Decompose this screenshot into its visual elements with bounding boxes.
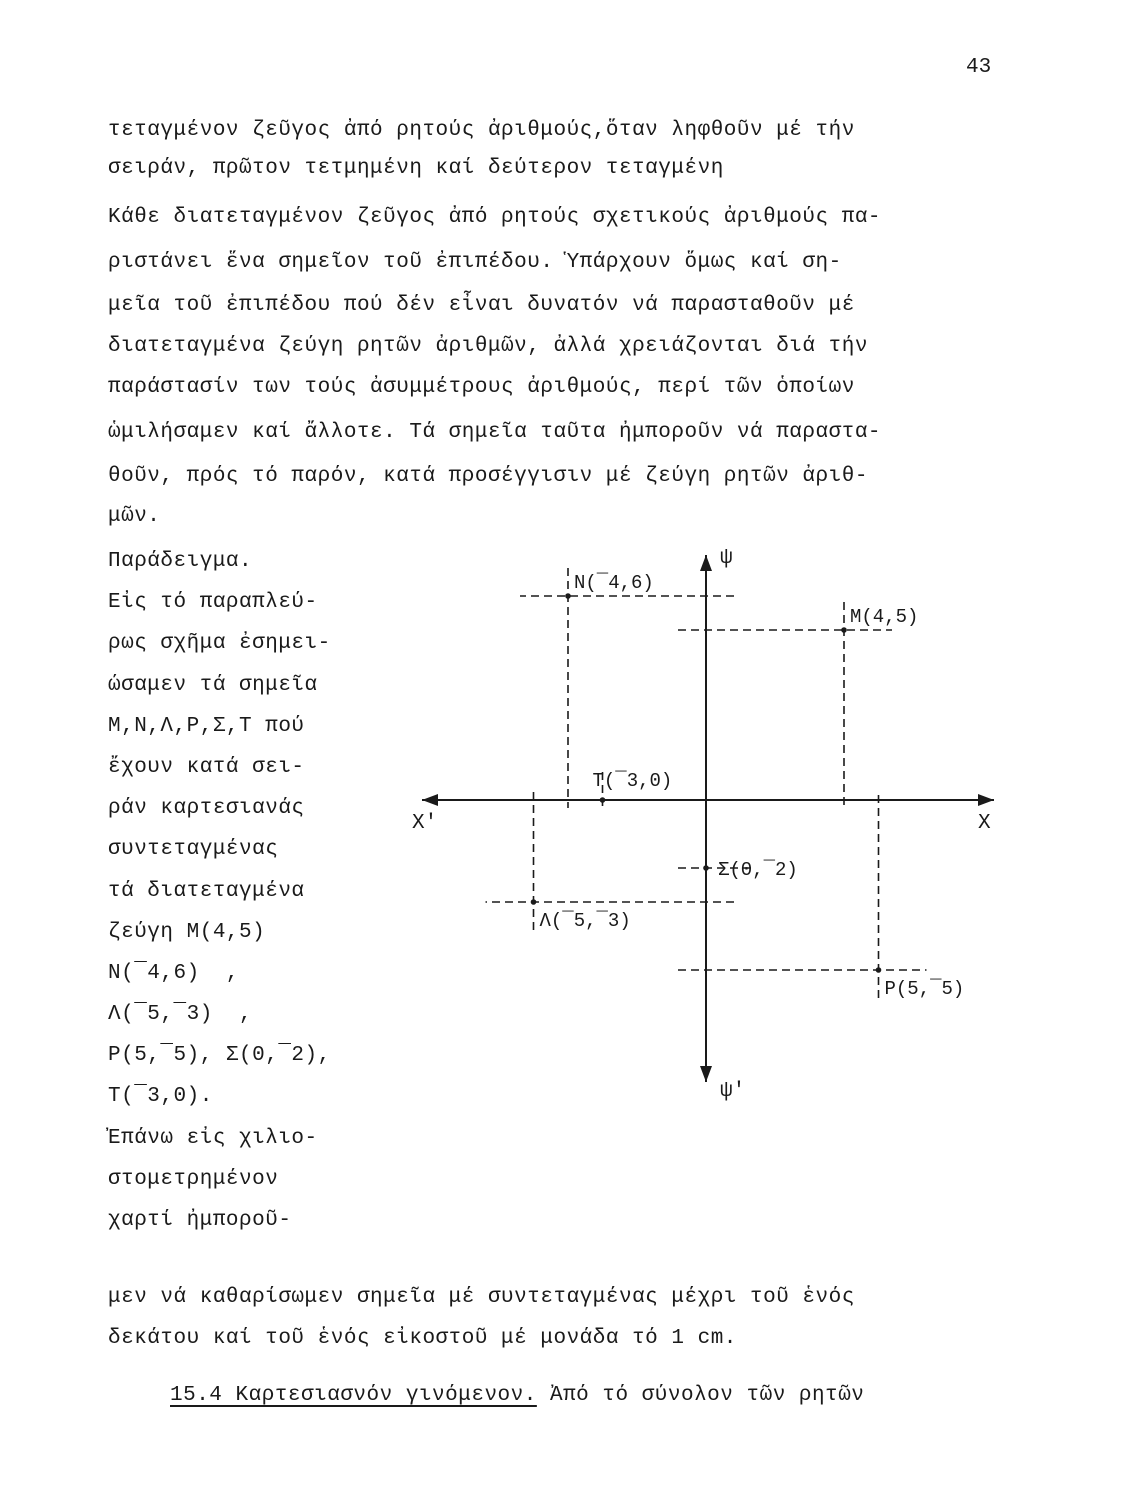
point-N xyxy=(565,593,571,599)
paragraph-line: σειράν, πρῶτον τετμημένη καί δεύτερον τεταγμένη xyxy=(108,157,724,180)
example-line: M,N,Λ,P,Σ,T πού xyxy=(108,714,305,738)
example-line: Εἰς τό παραπλεύ- xyxy=(108,591,318,615)
point-label-N: N(¯4,6) xyxy=(574,572,654,594)
point-label-T: T(¯3,0) xyxy=(592,770,673,792)
section-text: Ἀπό τό σύνολον τῶν ρητῶν xyxy=(536,1384,865,1407)
paragraph-line: θοῦν, πρός τό παρόν, κατά προσέγγισιν μέ ζεύγη ρητῶν ἀριθ- xyxy=(108,465,868,488)
example-line: T(¯3,0). xyxy=(108,1085,213,1109)
paragraph-line: μεῖα τοῦ ἐπιπέδου πού δέν εἶναι δυνατόν νά παρασταθοῦν μέ xyxy=(108,294,855,317)
paragraph-line: μεν νά καθαρίσωμεν σημεῖα μέ συντεταγμένας μέχρι τοῦ ἑνός xyxy=(108,1286,855,1309)
paragraph-line: ὡμιλήσαμεν καί ἄλλοτε. Τά σημεῖα ταῦτα ἠμποροῦν νά παραστα- xyxy=(108,421,882,444)
example-line: ρως σχῆμα ἐσημει- xyxy=(108,632,331,656)
point-label-Λ: Λ(¯5,¯3) xyxy=(539,910,631,932)
point-T xyxy=(600,797,606,803)
x-axis-right-arrow xyxy=(978,794,994,806)
section-title: 15.4 Καρτεσιασνόν γινόμενον. xyxy=(170,1384,537,1407)
y-axis-positive-label: ψ xyxy=(720,547,733,570)
example-line: Λ(¯5,¯3) , xyxy=(108,1003,253,1027)
point-label-M: M(4,5) xyxy=(850,606,919,628)
y-axis-negative-label: ψ′ xyxy=(720,1080,746,1103)
section-heading-line xyxy=(170,1385,864,1406)
paragraph-line: μῶν. xyxy=(108,505,161,528)
point-M xyxy=(841,627,847,633)
point-label-P: P(5,¯5) xyxy=(884,978,965,1000)
x-axis-negative-label: X′ xyxy=(412,812,438,835)
example-line: ώσαμεν τά σημεῖα xyxy=(108,673,318,697)
example-line: τά διατεταγμένα xyxy=(108,879,305,903)
example-line: N(¯4,6) , xyxy=(108,961,240,985)
point-label-Σ: Σ(0,¯2) xyxy=(718,859,798,881)
example-line: ράν καρτεσιανάς xyxy=(108,797,305,821)
example-line: ἔχουν κατά σει- xyxy=(108,755,305,779)
y-axis-bottom-arrow xyxy=(700,1066,712,1082)
x-axis-left-arrow xyxy=(422,794,438,806)
point-Λ xyxy=(531,899,537,905)
paragraph-line: διατεταγμένα ζεύγη ρητῶν ἀριθμῶν, ἀλλά χρειάζονται διά τήν xyxy=(108,335,868,358)
paragraph-line: ριστάνει ἕνα σημεῖον τοῦ ἐπιπέδου. Ὑπάρχουν ὅμως καί ση- xyxy=(108,251,842,274)
point-marks xyxy=(531,572,965,1000)
example-line: χαρτί ἠμποροῦ- xyxy=(108,1209,292,1232)
example-line: ζεύγη M(4,5) xyxy=(108,920,266,944)
point-P xyxy=(876,967,882,973)
example-line: P(5,¯5), Σ(0,¯2), xyxy=(108,1044,331,1068)
x-axis-positive-label: X xyxy=(978,812,991,835)
paragraph-line: δεκάτου καί τοῦ ἑνός εἰκοστοῦ μέ μονάδα τό 1 cm. xyxy=(108,1327,737,1350)
page-number: 43 xyxy=(966,56,992,79)
example-line: Ἐπάνω εἰς χιλιο- xyxy=(108,1126,318,1150)
axes xyxy=(412,547,994,1103)
y-axis-top-arrow xyxy=(700,555,712,571)
paragraph-line: τεταγμένον ζεῦγος ἀπό ρητούς ἀριθμούς,ὅταν ληφθοῦν μέ τήν xyxy=(108,119,855,142)
example-line: στομετρημένον xyxy=(108,1167,279,1191)
example-heading: Παράδειγμα. xyxy=(108,550,253,573)
paragraph-line: παράστασίν των τούς ἀσυμμέτρους ἀριθμούς, περί τῶν ὁποίων xyxy=(108,376,855,399)
paragraph-line: Κάθε διατεταγμένον ζεῦγος ἀπό ρητούς σχετικούς ἀριθμούς πα- xyxy=(108,206,882,229)
example-line: συντεταγμένας xyxy=(108,838,279,862)
point-Σ xyxy=(703,865,709,871)
